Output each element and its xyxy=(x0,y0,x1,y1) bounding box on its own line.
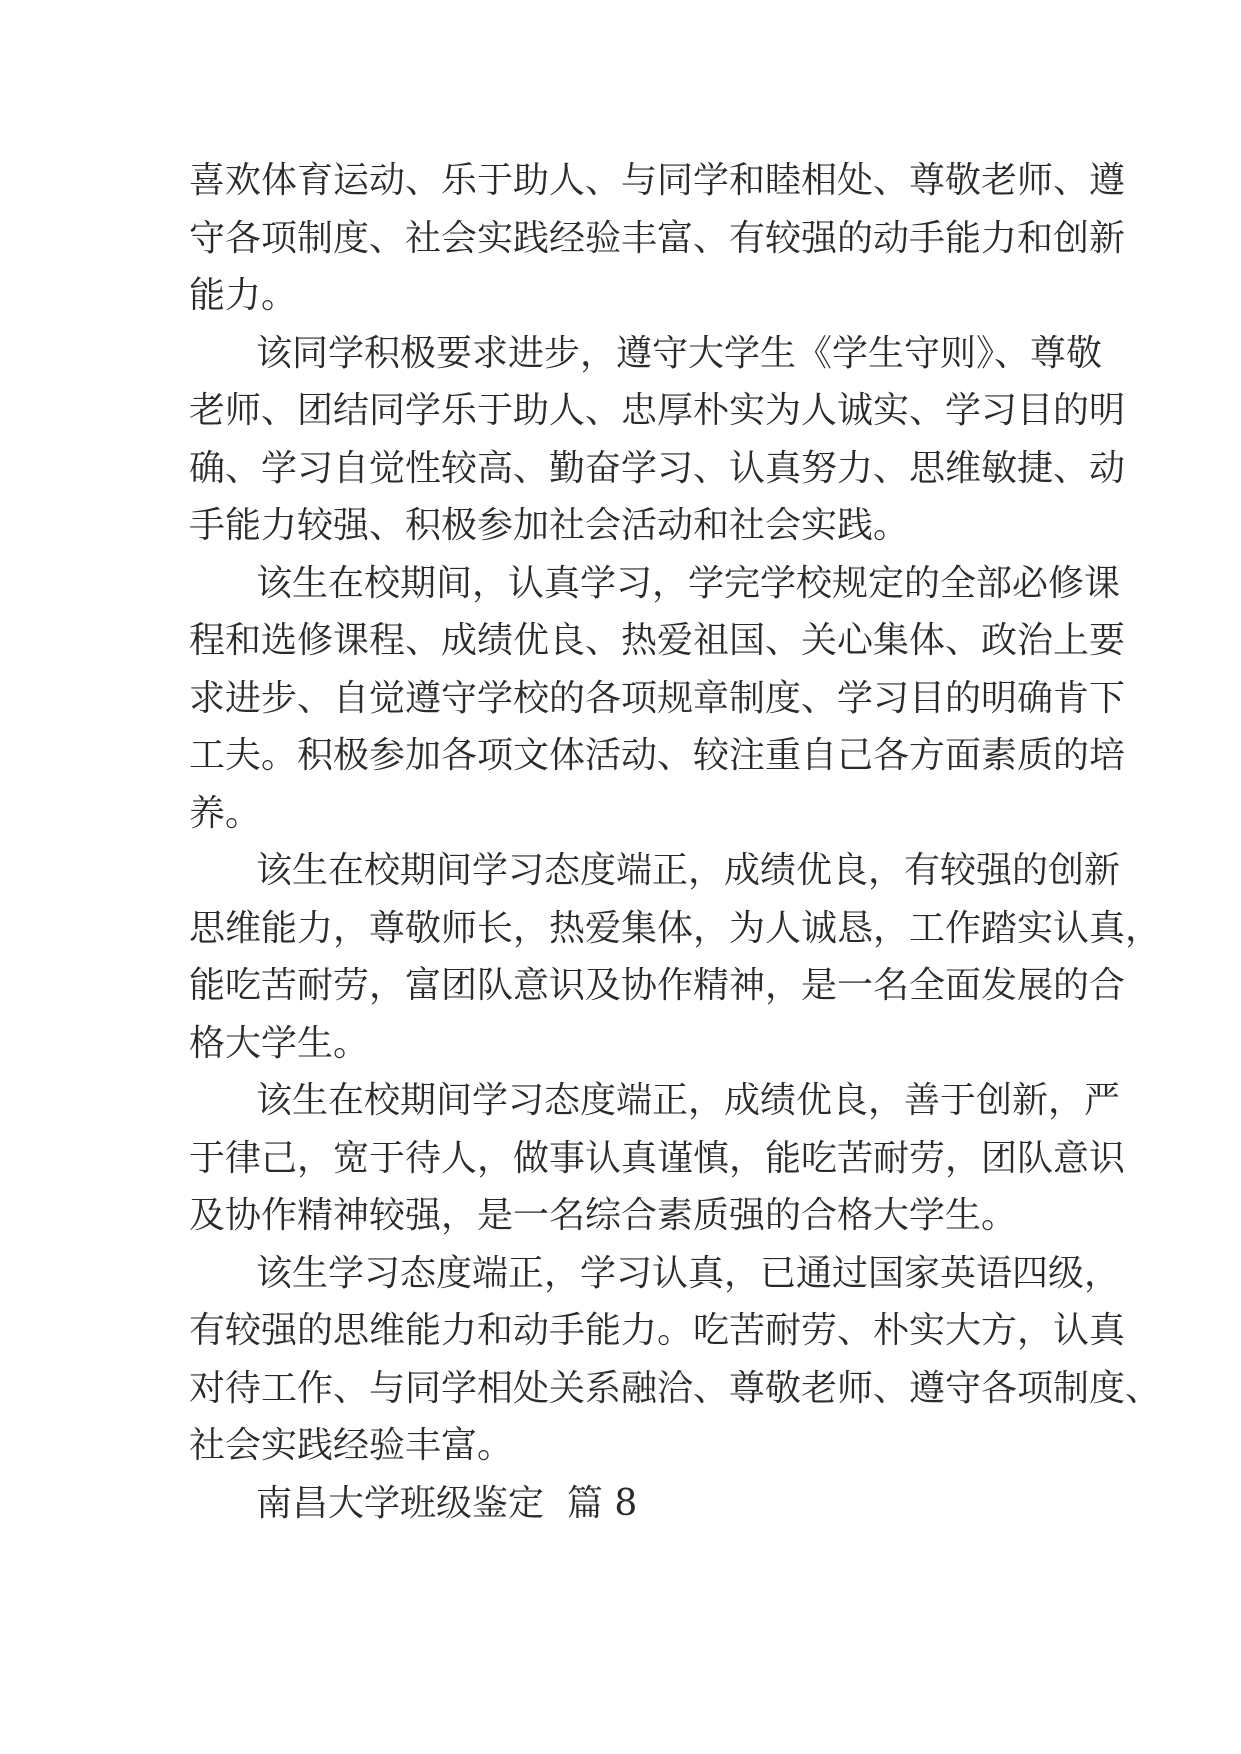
paragraph xyxy=(189,842,1162,1072)
text-line: 喜欢体育运动、乐于助人、与同学和睦相处、尊敬老师、遵 xyxy=(189,160,1126,201)
text-line: 守各项制度、社会实践经验丰富、有较强的动手能力和创新 xyxy=(189,217,1126,259)
paragraph xyxy=(189,1245,1162,1475)
text-line: 该生在校期间，认真学习，学完学校规定的全部必修课 xyxy=(256,562,1121,604)
text-line: 能力。 xyxy=(189,275,298,316)
document-body xyxy=(189,152,1162,1532)
text-line: 确、学习自觉性较高、勤奋学习、认真努力、思维敏捷、动 xyxy=(189,447,1126,489)
paragraph xyxy=(189,555,1126,843)
text-line: 思维能力，尊敬师长，热爱集体，为人诚恳，工作踏实认真， xyxy=(189,907,1162,949)
text-line: 该生在校期间学习态度端正，成绩优良，有较强的创新 xyxy=(256,850,1121,891)
text-line: 该同学积极要求进步，遵守大学生《学生守则》、尊敬 xyxy=(256,332,1103,374)
text-line: 格大学生。 xyxy=(189,1022,370,1064)
text-line: 对待工作、与同学相处关系融洽、尊敬老师、遵守各项制度、 xyxy=(189,1367,1162,1409)
text-line: 该生在校期间学习态度端正，成绩优良，善于创新，严 xyxy=(256,1080,1121,1121)
paragraph xyxy=(189,152,1126,325)
section-heading: 南昌大学班级鉴定 篇 8 xyxy=(256,1482,638,1524)
text-line: 该生学习态度端正，学习认真，已通过国家英语四级， xyxy=(256,1252,1121,1294)
text-line: 社会实践经验丰富。 xyxy=(189,1425,514,1466)
text-line: 求进步、自觉遵守学校的各项规章制度、学习目的明确肯下 xyxy=(189,677,1126,719)
paragraph xyxy=(189,1072,1126,1245)
text-line: 于律己，宽于待人，做事认真谨慎，能吃苦耐劳，团队意识 xyxy=(189,1137,1126,1179)
text-line: 手能力较强、积极参加社会活动和社会实践。 xyxy=(189,505,910,546)
text-line: 及协作精神较强，是一名综合素质强的合格大学生。 xyxy=(189,1195,1018,1236)
text-line: 有较强的思维能力和动手能力。吃苦耐劳、朴实大方，认真 xyxy=(189,1310,1126,1351)
text-line: 程和选修课程、成绩优良、热爱祖国、关心集体、政治上要 xyxy=(189,620,1126,661)
text-line: 工夫。积极参加各项文体活动、较注重自己各方面素质的培 xyxy=(189,735,1126,776)
paragraph xyxy=(189,325,1126,555)
text-line: 能吃苦耐劳，富团队意识及协作精神，是一名全面发展的合 xyxy=(189,965,1126,1006)
text-line: 老师、团结同学乐于助人、忠厚朴实为人诚实、学习目的明 xyxy=(189,390,1126,431)
text-line: 养。 xyxy=(189,792,262,834)
